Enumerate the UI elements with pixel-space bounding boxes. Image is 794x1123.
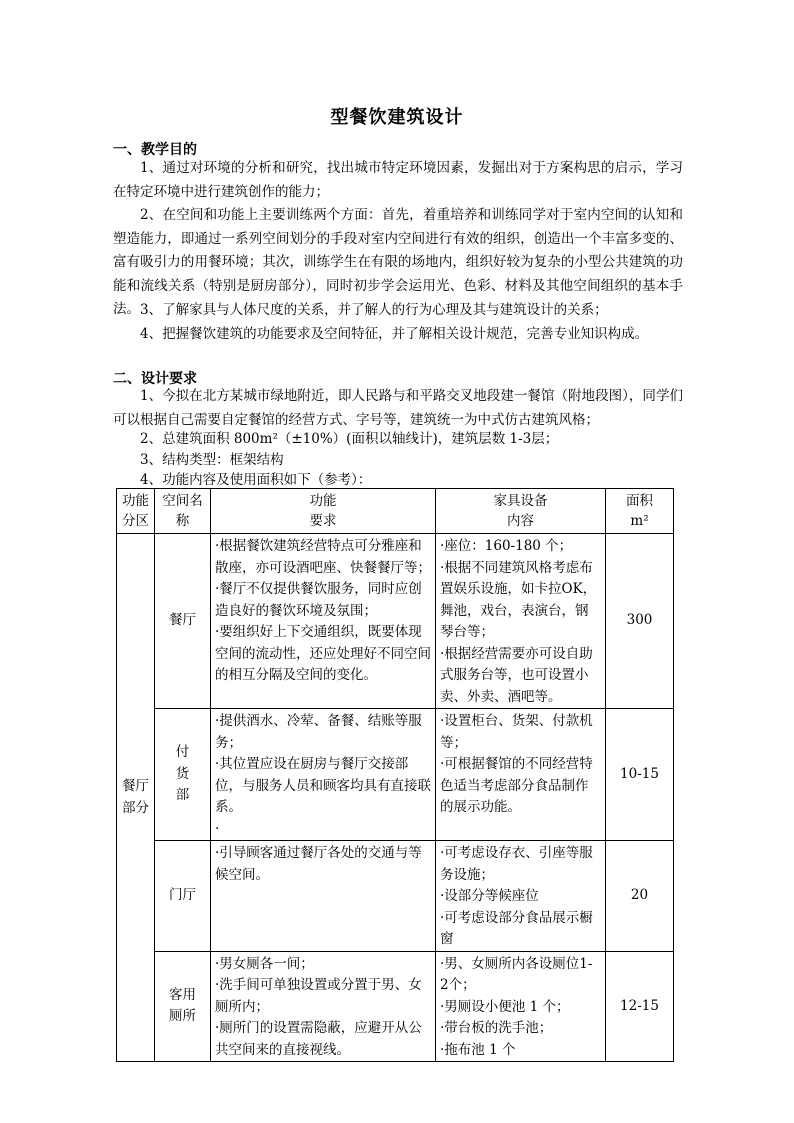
space-cell: 餐厅 — [155, 534, 211, 709]
table-header-row — [117, 489, 674, 534]
header-zone: 功能 分区 — [117, 489, 155, 534]
furniture-cell: ·男、女厕所内各设厕位1-2个； ·男厕设小便池 1 个； ·带台板的洗手池； ·拖布池 1 个 — [436, 951, 606, 1062]
area-cell: 300 — [606, 534, 674, 709]
header-area: 面积 m² — [606, 489, 674, 534]
section-heading-teaching-goals: 一、教学目的 — [113, 142, 197, 158]
goal-item-1: 1、通过对环境的分析和研究，找出城市特定环境因素，发掘出对于方案构思的启示，学习在特定环境中进行建筑创作的能力； — [113, 160, 683, 200]
furniture-cell: ·座位：160-180 个； ·根据不同建筑风格考虑布置娱乐设施，如卡拉OK，舞池，戏台，表演台，钢琴台等； ·根据经营需要亦可设自助式服务台等，也可设置小卖、外卖、酒吧等。 — [436, 534, 606, 709]
furniture-cell: ·设置柜台、货架、付款机等； ·可根据餐馆的不同经营特色适当考虑部分食品制作的展示功能。 — [436, 709, 606, 841]
furniture-cell: ·可考虑设存衣、引座等服务设施； ·设部分等候座位 ·可考虑设部分食品展示橱窗 — [436, 841, 606, 952]
function-area-table — [116, 488, 674, 1062]
table-row — [117, 709, 674, 841]
function-cell: ·提供酒水、冷荤、备餐、结账等服务； ·其位置应设在厨房与餐厅交接部位，与服务人员和顾客均具有直接联系。 · — [211, 709, 436, 841]
header-space: 空间名 称 — [155, 489, 211, 534]
header-furniture: 家具设备 内容 — [436, 489, 606, 534]
function-cell: ·根据餐饮建筑经营特点可分雅座和散座，亦可设酒吧座、快餐餐厅等； ·餐厅不仅提供餐饮服务，同时应创造良好的餐饮环境及氛围； ·要组织好上下交通组织，既要体现空间的流动性，还应处理好不同空间的相互分隔及空间的变化。 — [211, 534, 436, 709]
requirement-item-1: 1、今拟在北方某城市绿地附近，即人民路与和平路交叉地段建一餐馆（附地段图），同学们可以根据自己需要自定餐馆的经营方式、字号等，建筑统一为中式仿古建筑风格； — [113, 388, 683, 428]
space-cell: 客用 厕所 — [155, 951, 211, 1062]
document-title: 型餐饮建筑设计 — [330, 107, 464, 128]
goal-item-4: 4、把握餐饮建筑的功能要求及空间特征，并了解相关设计规范，完善专业知识构成。 — [140, 326, 649, 342]
function-cell: ·男女厕各一间； ·洗手间可单独设置或分置于男、女厕所内； ·厕所门的设置需隐蔽，应避开从公共空间来的直接视线。 — [211, 951, 436, 1062]
area-cell: 10-15 — [606, 709, 674, 841]
requirement-item-4: 4、功能内容及使用面积如下（参考）： — [140, 472, 372, 488]
header-function: 功能 要求 — [211, 489, 436, 534]
section-heading-design-requirements: 二、设计要求 — [113, 371, 197, 387]
function-cell: ·引导顾客通过餐厅各处的交通与等候空间。 — [211, 841, 436, 952]
goal-item-3: 3、了解家具与人体尺度的关系，并了解人的行为心理及其与建筑设计的关系； — [140, 302, 608, 318]
table-row — [117, 841, 674, 952]
requirement-item-3: 3、结构类型：框架结构 — [140, 452, 284, 468]
requirement-item-2: 2、总建筑面积 800m²（±10%）(面积以轴线计)，建筑层数 1-3层； — [140, 431, 559, 447]
table-row — [117, 951, 674, 1062]
goal-item-2: 2、在空间和功能上主要训练两个方面：首先，着重培养和训练同学对于室内空间的认知和塑造能力，即通过一系列空间划分的手段对室内空间进行有效的组织，创造出一个丰富多变的、富有吸引力的用餐环境；其次，训练学生在有限的场地内，组织好较为复杂的小型公共建筑的功能和流线关系（特别是厨房部分），同时初步学会运用光、色彩、材料及其他空间组织的基本手法。 — [113, 207, 683, 317]
area-cell: 12-15 — [606, 951, 674, 1062]
area-cell: 20 — [606, 841, 674, 952]
space-cell: 付 货 部 — [155, 709, 211, 841]
zone-cell: 餐厅 部分 — [117, 534, 155, 1062]
table-row — [117, 534, 674, 709]
space-cell: 门厅 — [155, 841, 211, 952]
